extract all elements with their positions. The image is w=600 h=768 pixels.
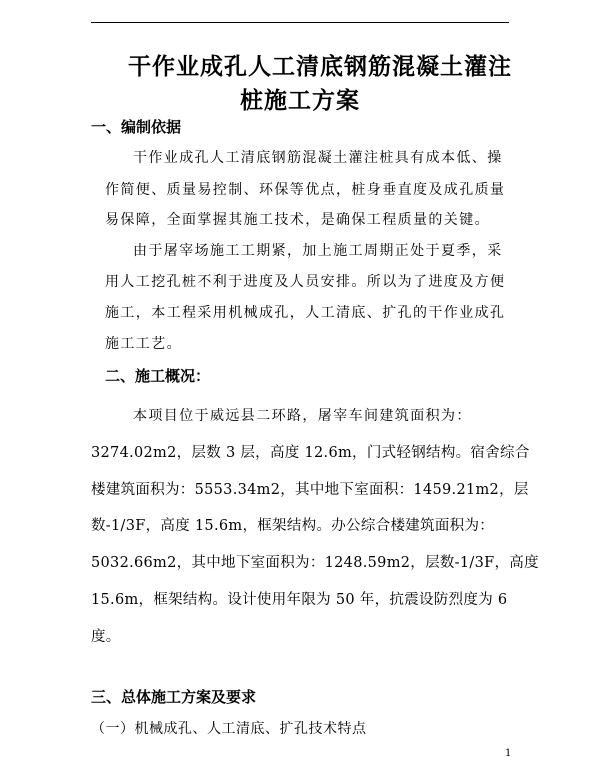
para-3-line-2: 3274.02m2，层数 3 层，高度 12.6m，门式轻钢结构。宿舍综合 bbox=[91, 445, 530, 461]
page-title-line-1: 干作业成孔人工清底钢筋混凝土灌注 bbox=[128, 54, 512, 80]
para-2-line-3: 施工，本工程采用机械成孔，人工清底、扩孔的干作业成孔 bbox=[105, 305, 506, 321]
para-3-line-1: 本项目位于威远县二环路，屠宰车间建筑面积为： bbox=[133, 408, 472, 424]
para-2-line-2: 用人工挖孔桩不利于进度及人员安排。所以为了进度及方便 bbox=[105, 274, 506, 290]
para-3-line-6: 15.6m，框架结构。设计使用年限为 50 年，抗震设防烈度为 6 bbox=[91, 592, 508, 608]
section-1-heading: 一、编制依据 bbox=[91, 118, 182, 136]
para-3-line-3: 楼建筑面积为：5553.34m2，其中地下室面积：1459.21m2，层 bbox=[91, 482, 529, 498]
page-number: 1 bbox=[505, 748, 512, 759]
para-1-line-2: 作简便、质量易控制、环保等优点，桩身垂直度及成孔质量 bbox=[105, 182, 506, 198]
para-3-line-7: 度。 bbox=[91, 629, 121, 645]
para-2-line-1: 由于屠宰场施工工期紧，加上施工周期正处于夏季，采 bbox=[133, 243, 503, 259]
page-title-line-2: 桩施工方案 bbox=[240, 88, 360, 114]
para-3-line-5: 5032.66m2，其中地下室面积为：1248.59m2，层数-1/3F，高度 bbox=[91, 555, 539, 571]
para-1-line-3: 易保障，全面掌握其施工技术，是确保工程质量的关键。 bbox=[105, 212, 490, 228]
header-rule bbox=[91, 22, 509, 23]
section-3-heading: 三、总体施工方案及要求 bbox=[91, 688, 257, 706]
para-3-line-4: 数-1/3F，高度 15.6m，框架结构。办公综合楼建筑面积为： bbox=[91, 518, 495, 534]
para-2-line-4: 施工工艺。 bbox=[105, 336, 182, 352]
subsection-1-heading: （一）机械成孔、人工清底、扩孔技术特点 bbox=[91, 721, 367, 737]
para-1-line-1: 干作业成孔人工清底钢筋混凝土灌注桩具有成本低、操 bbox=[133, 150, 503, 166]
section-2-heading: 二、施工概况： bbox=[105, 367, 211, 385]
